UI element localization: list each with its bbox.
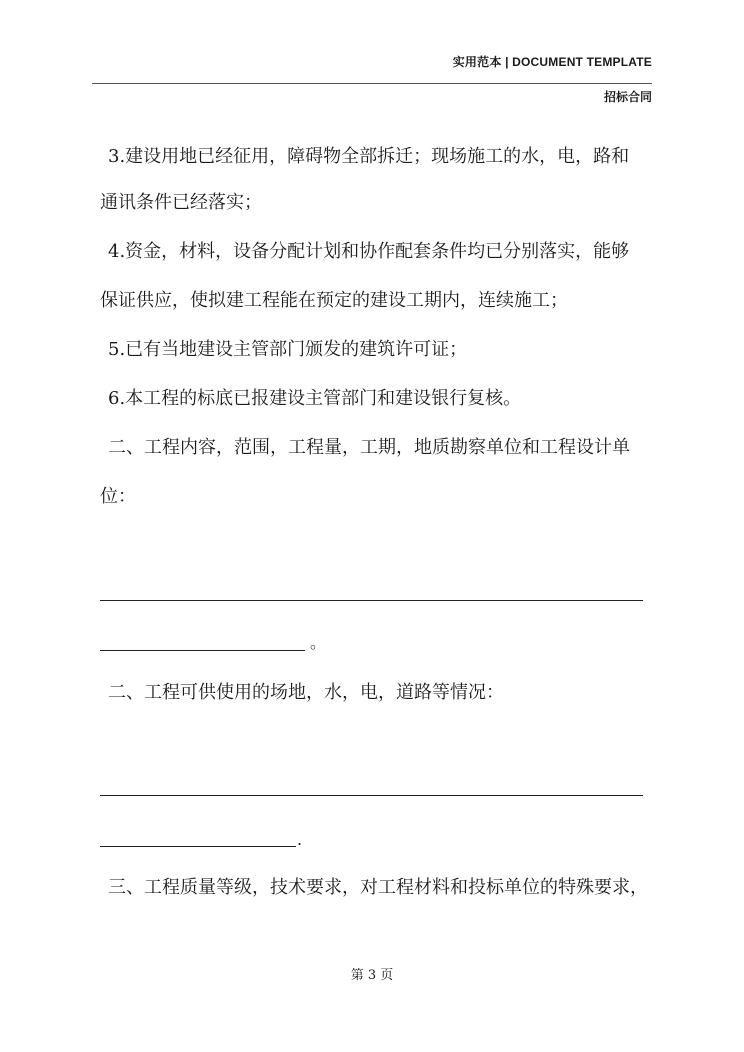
fill-in-blank-2-end: . <box>297 830 303 849</box>
fill-in-blank-1-end: 。 <box>310 633 327 652</box>
fill-in-blank-1a <box>100 600 643 601</box>
item-5: 5.已有当地建设主管部门颁发的建筑许可证； <box>108 339 468 360</box>
page-number: 第 3 页 <box>350 968 394 983</box>
fill-in-blank-2a <box>100 795 643 796</box>
item-6: 6.本工程的标底已报建设主管部门和建设银行复核。 <box>108 388 522 409</box>
item-4-line-1: 4.资金，材料，设备分配计划和协作配套条件均已分别落实，能够 <box>108 241 630 262</box>
section-2b: 二、工程可供使用的场地，水，电，道路等情况： <box>108 682 504 703</box>
section-2a-line-2: 位： <box>100 486 136 507</box>
section-2a-line-1: 二、工程内容，范围，工程量，工期，地质勘察单位和工程设计单 <box>108 437 630 458</box>
fill-in-blank-1b <box>100 650 305 651</box>
header-subtitle: 招标合同 <box>603 90 652 104</box>
header-divider <box>92 83 652 84</box>
item-4-line-2: 保证供应，使拟建工程能在预定的建设工期内，连续施工； <box>100 290 568 311</box>
section-3: 三、工程质量等级，技术要求，对工程材料和投标单位的特殊要求， <box>108 877 648 898</box>
header-title: 实用范本 | DOCUMENT TEMPLATE <box>452 55 652 69</box>
fill-in-blank-2b <box>100 846 296 847</box>
item-3-line-1: 3.建设用地已经征用，障碍物全部拆迁；现场施工的水，电，路和 <box>108 146 630 167</box>
item-3-line-2: 通讯条件已经落实； <box>100 192 262 213</box>
